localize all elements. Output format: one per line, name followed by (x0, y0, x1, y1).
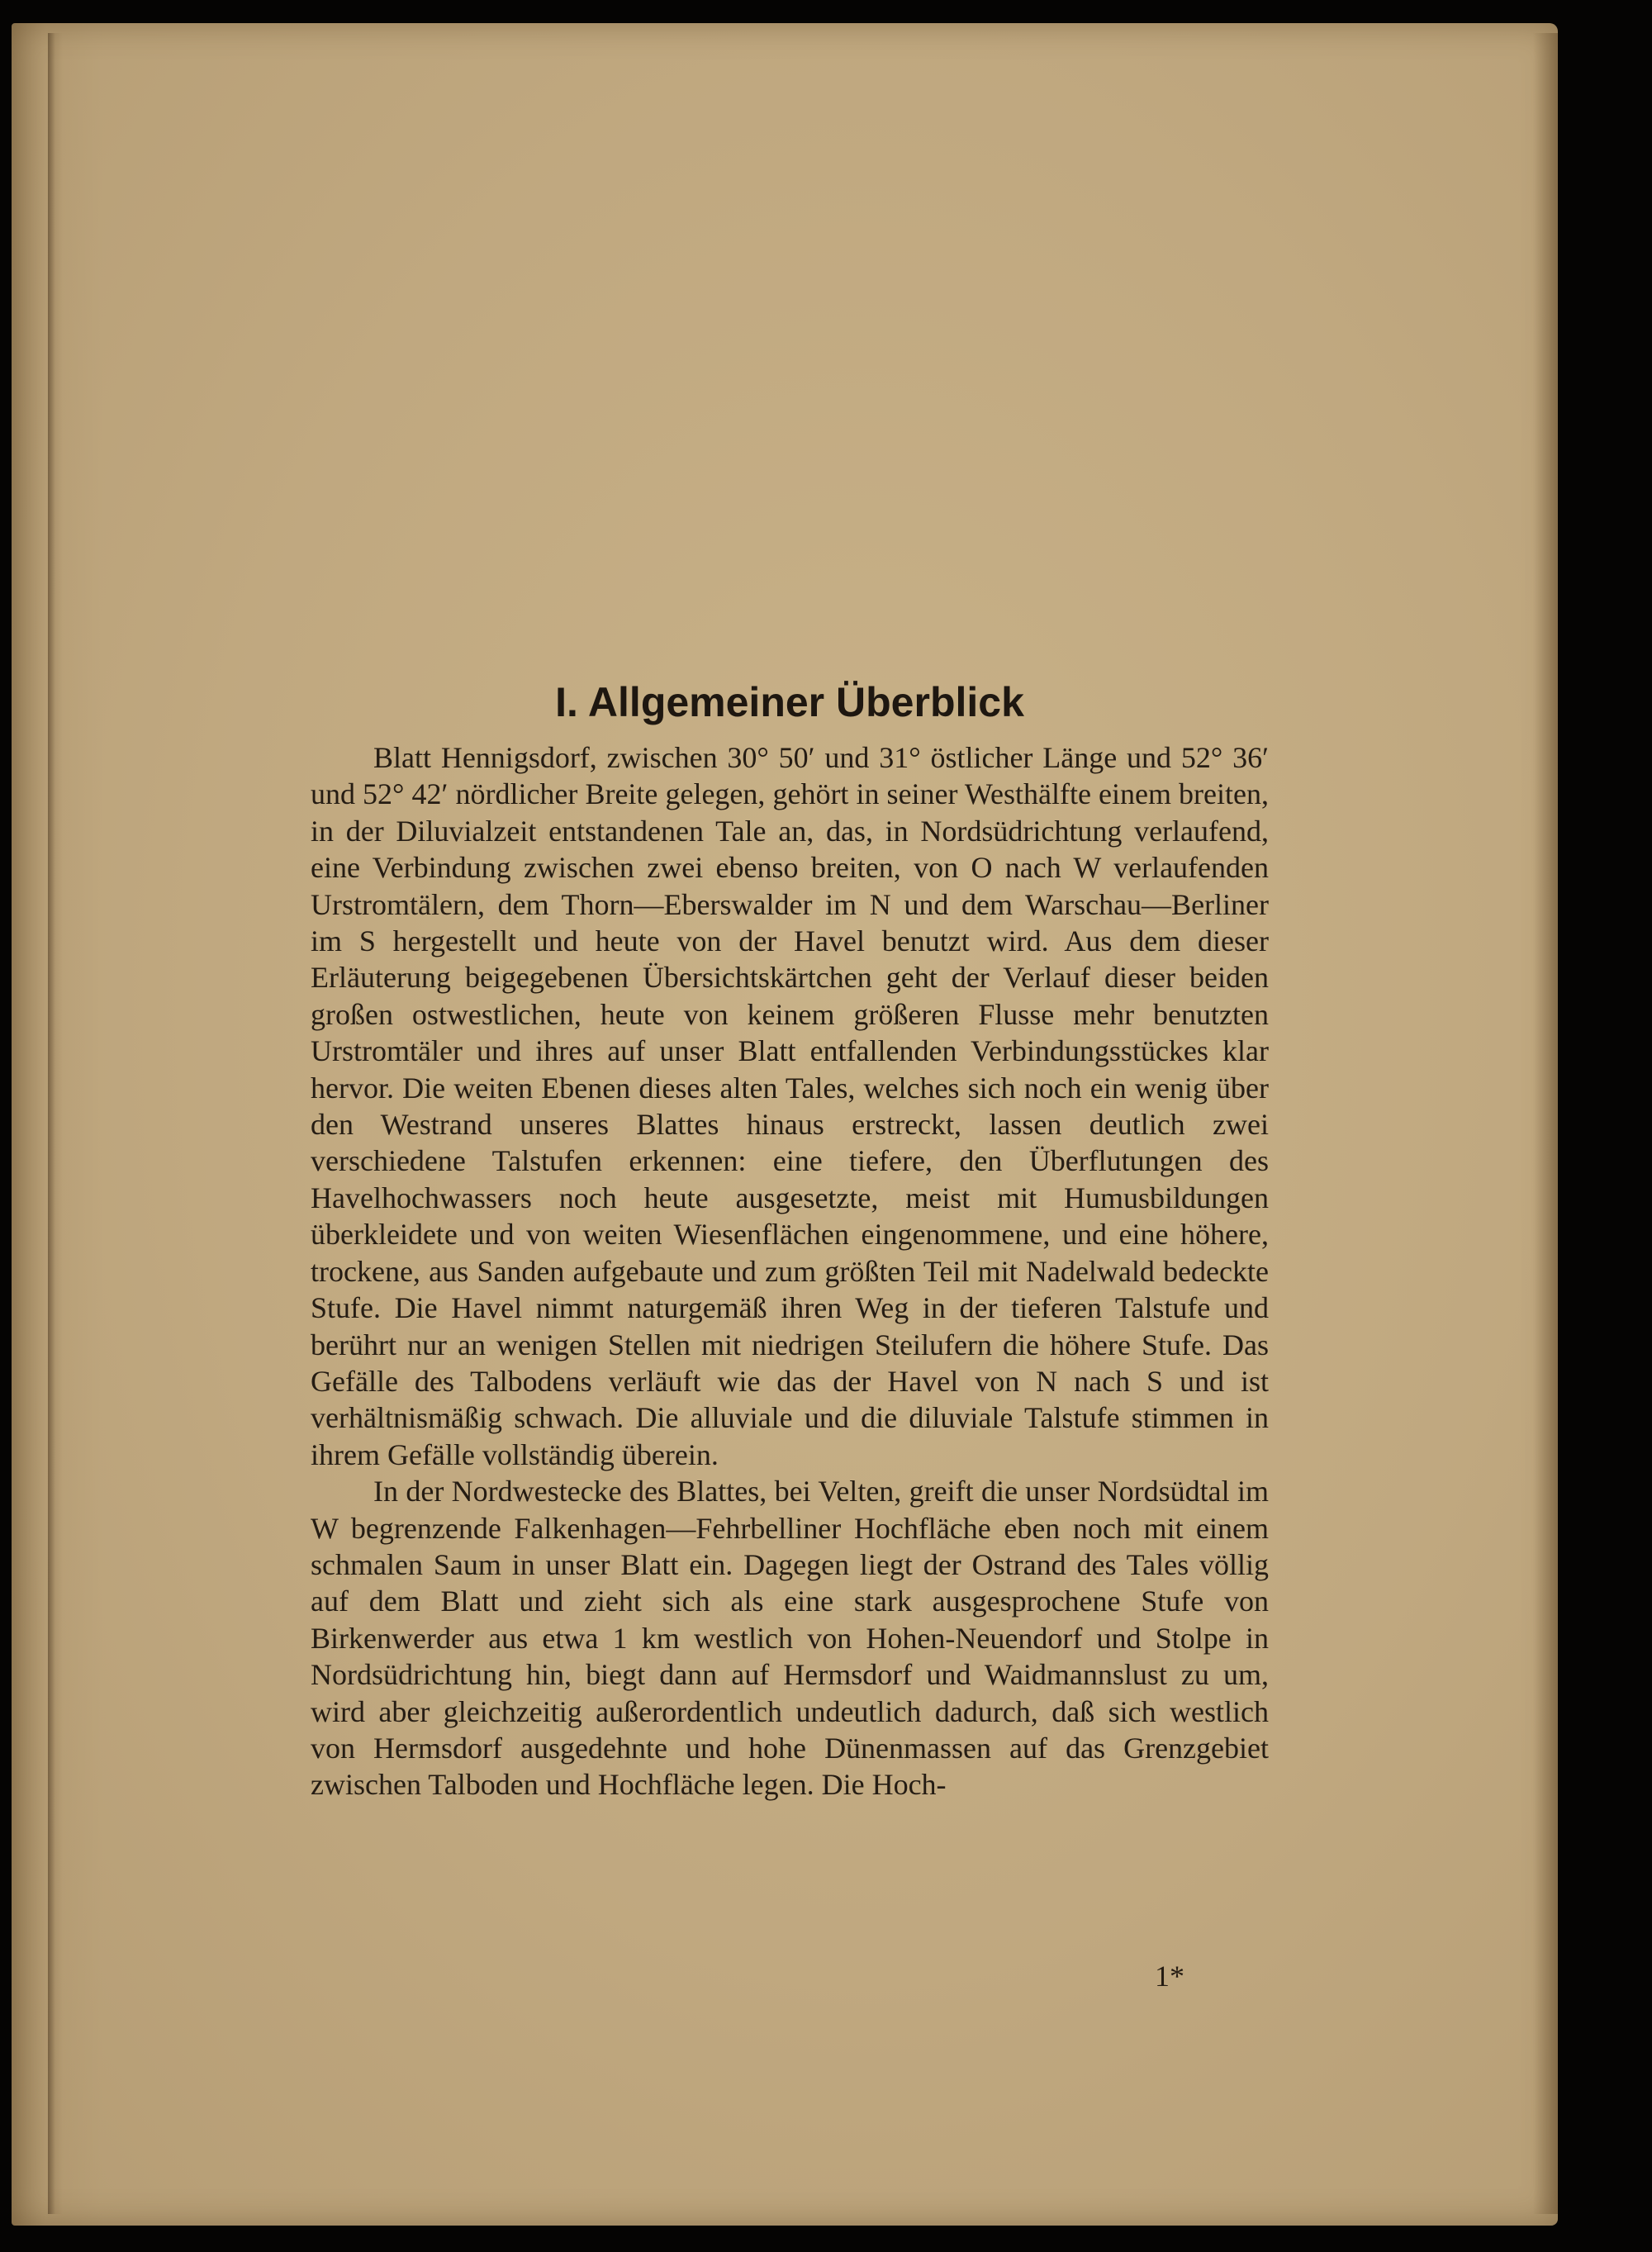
section-heading: I. Allgemeiner Überblick (555, 679, 1024, 725)
paragraph-2: In der Nordwestecke des Blattes, bei Velten, greift die unser Nordsüdtal im W begrenzende Falkenhagen—Fehrbelliner Hochfläche eben noch mit einem schmalen Saum in unser Blatt ein. Dagegen liegt der Ostrand des Tales völlig auf dem Blatt und zieht sich als eine stark ausgesprochene Stufe von Birkenwerder aus etwa 1 km westlich von Hohen-Neuendorf und Stolpe in Nordsüdrichtung hin, biegt dann auf Hermsdorf und Waidmannslust zu um, wird aber gleichzeitig außerordentlich undeutlich dadurch, daß sich westlich von Hermsdorf ausgedehnte und hohe Dünenmassen auf das Grenzgebiet zwischen Talboden und Hochfläche legen. Die Hoch- (311, 1475, 1269, 1802)
body-text (311, 739, 1269, 1803)
paragraph-1: Blatt Hennigsdorf, zwischen 30° 50′ und 31° östlicher Länge und 52° 36′ und 52° 42′ nördlicher Breite gelegen, gehört in seiner Westhälfte einem breiten, in der Diluvialzeit entstandenen Tale an, das, in Nordsüdrichtung verlaufend, eine Verbindung zwischen zwei ebenso breiten, von O nach W verlaufenden Urstromtälern, dem Thorn—Eberswalder im N und dem Warschau—Berliner im S hergestellt und heute von der Havel benutzt wird. Aus dem dieser Erläuterung beigegebenen Übersichtskärtchen geht der Verlauf dieser beiden großen ostwestlichen, heute von keinem größeren Flusse mehr benutzten Urstromtäler und ihres auf unser Blatt entfallenden Verbindungsstückes klar hervor. Die weiten Ebenen dieses alten Tales, welches sich noch ein wenig über den Westrand unseres Blattes hinaus erstreckt, lassen deutlich zwei verschiedene Talstufen erkennen: eine tiefere, den Überflutungen des Havelhochwassers noch heute ausgesetzte, meist mit Humusbildungen überkleidete und von weiten Wiesenflächen eingenommene, und eine höhere, trockene, aus Sanden aufgebaute und zum größten Teil mit Nadelwald bedeckte Stufe. Die Havel nimmt naturgemäß ihren Weg in der tieferen Talstufe und berührt nur an wenigen Stellen mit niedrigen Steilufern die höhere Stufe. Das Gefälle des Talbodens verläuft wie das der Havel von N nach S und ist verhältnismäßig schwach. Die alluviale und die diluviale Talstufe stimmen in ihrem Gefälle vollständig überein. (311, 741, 1269, 1471)
page-folio: 1* (1155, 1960, 1184, 1993)
page-edge-shadow (1533, 33, 1558, 2214)
binding-gutter (48, 33, 63, 2214)
